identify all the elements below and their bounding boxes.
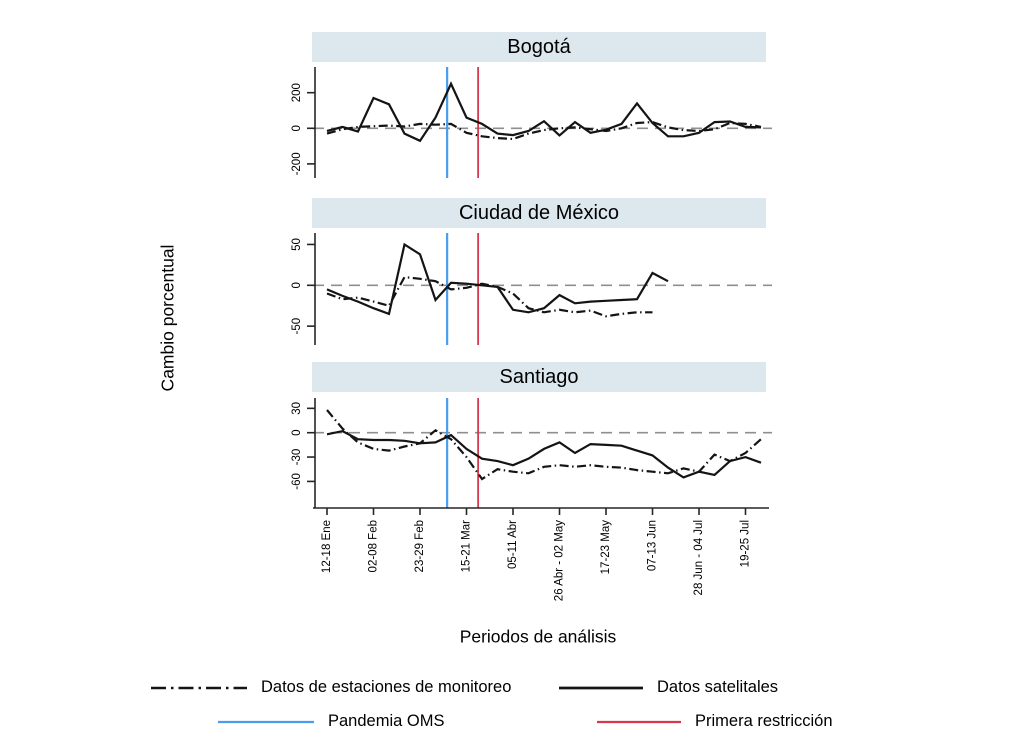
legend-label-restriction: Primera restricción	[695, 712, 833, 730]
x-tick-label: 02-08 Feb	[367, 520, 380, 573]
panel-title-santiago: Santiago	[312, 362, 766, 392]
blue-line-sample-icon	[217, 717, 315, 727]
monitor-series-line	[327, 122, 761, 139]
x-tick-label: 07-13 Jun	[646, 520, 659, 572]
y-tick-label: 0	[291, 282, 303, 289]
y-tick-label: 0	[291, 125, 303, 132]
satellite-series-line	[327, 431, 761, 477]
y-tick-label: 200	[291, 83, 303, 103]
x-tick-label: 05-11 Abr	[507, 520, 519, 570]
panel-title-bogota: Bogotá	[312, 32, 766, 62]
monitor-series-line	[327, 410, 761, 479]
y-tick-label: -60	[291, 473, 303, 490]
legend-item-restriction	[596, 712, 833, 731]
solid-line-sample-icon	[558, 683, 644, 693]
x-tick-label: 28 Jun - 04 Jul	[693, 520, 705, 596]
x-tick-label: 23-29 Feb	[414, 520, 426, 573]
legend-label-pandemic: Pandemia OMS	[328, 712, 445, 730]
panel-title-cdmx: Ciudad de México	[312, 198, 766, 228]
legend-label-monitor: Datos de estaciones de monitoreo	[261, 678, 512, 696]
x-tick-label: 15-21 Mar	[460, 520, 473, 573]
y-tick-label: -200	[291, 152, 303, 176]
dashdot-line-sample-icon	[150, 683, 248, 693]
y-tick-label: 30	[291, 401, 303, 415]
legend-item-pandemic	[217, 712, 444, 731]
x-tick-label: 12-18 Ene	[321, 520, 333, 574]
x-axis-title: Periodos de análisis	[459, 626, 617, 647]
x-tick-label: 19-25 Jul	[739, 520, 752, 568]
legend-label-satellite: Datos satelitales	[657, 678, 779, 696]
y-tick-label: 0	[291, 429, 303, 436]
x-tick-label: 26 Abr - 02 May	[553, 520, 566, 602]
y-tick-label: -30	[291, 448, 303, 466]
y-tick-label: 50	[291, 238, 303, 251]
y-axis-title: Cambio porcentual	[157, 244, 178, 392]
x-tick-label: 17-23 May	[600, 520, 612, 575]
satellite-series-line	[327, 84, 761, 141]
y-tick-label: -50	[291, 317, 303, 335]
monitor-series-line	[327, 277, 653, 316]
red-line-sample-icon	[596, 717, 682, 727]
legend-item-satellite	[558, 678, 778, 697]
legend-item-monitor	[150, 678, 511, 697]
